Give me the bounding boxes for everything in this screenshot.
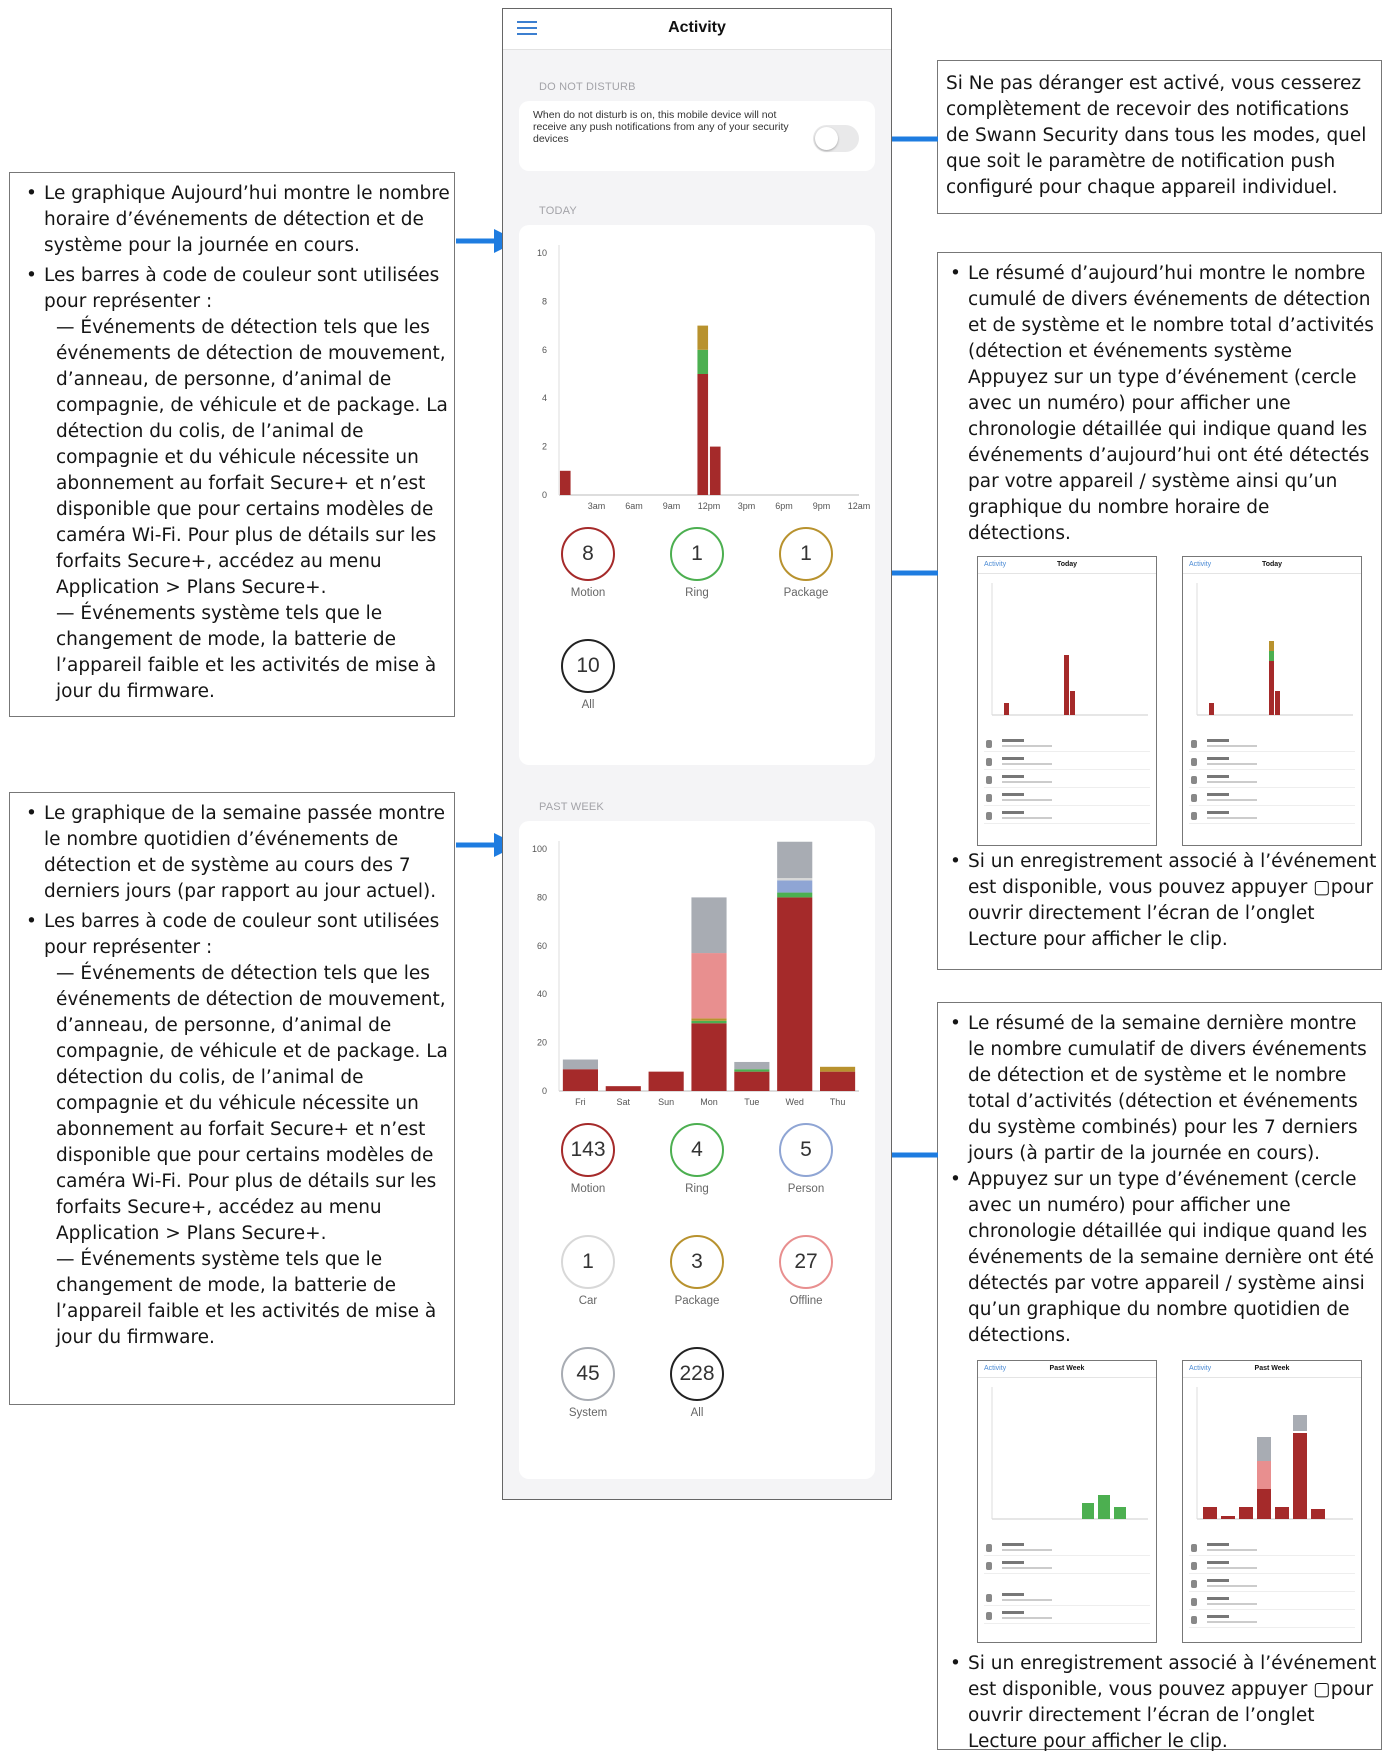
y-tick-label: 2 — [541, 441, 547, 452]
bar-system-fri — [563, 1060, 598, 1070]
today-section-label: TODAY — [539, 205, 577, 217]
summary-label: Package — [783, 587, 829, 599]
today-chart — [519, 225, 875, 515]
bar-motion-11am — [697, 374, 708, 495]
dnd-section-label: DO NOT DISTURB — [539, 81, 636, 93]
x-tick-label: 9am — [662, 501, 681, 511]
summary-label: Motion — [570, 587, 606, 599]
bar-person-wed — [777, 880, 812, 892]
x-tick-label: 9pm — [812, 501, 831, 511]
bar-system-tue — [734, 1062, 769, 1069]
bar-motion-12pm — [710, 447, 721, 495]
y-tick-label: 40 — [536, 989, 547, 1000]
summary-label: Ring — [685, 587, 709, 599]
bar-ring-tue — [734, 1069, 769, 1071]
x-tick-label: 6am — [625, 501, 643, 511]
summary-label: Offline — [789, 1295, 823, 1307]
dnd-description: When do not disturb is on, this mobile device will not receive any push notifications from any of your security devices — [533, 109, 789, 145]
bar-motion-wed — [777, 897, 812, 1091]
dnd-toggle[interactable] — [813, 125, 859, 152]
y-tick-label: 0 — [541, 1086, 547, 1096]
y-tick-label: 8 — [541, 296, 547, 307]
callout-dnd: Si Ne pas déranger est activé, vous cesserez complètement de recevoir des notifications de Swann Security dans tous les modes, quel que soit le paramètre de notification push configuré pour chaque appareil individuel. — [937, 60, 1382, 214]
week-section-label: PAST WEEK — [539, 801, 604, 813]
summary-label: All — [690, 1407, 704, 1419]
week-chart — [519, 821, 875, 1111]
summary-count-circle: 5 — [779, 1123, 833, 1177]
bar-ring-wed — [777, 893, 812, 898]
y-tick-label: 4 — [541, 393, 547, 404]
x-tick-label: 3pm — [737, 501, 756, 511]
summary-label: Package — [674, 1295, 720, 1307]
summary-ring-button[interactable] — [652, 1123, 742, 1195]
summary-count-circle: 4 — [670, 1123, 724, 1177]
summary-count-circle: 1 — [670, 527, 724, 581]
callout-today-summary-p2: • Si un enregistrement associé à l’événement est disponible, vous pouvez appuyer ▢pour ouvrir directement l’écran de l’onglet Lecture pour afficher le clip. — [942, 849, 1377, 953]
summary-motion-button[interactable] — [543, 1123, 633, 1195]
bar-car-wed — [777, 878, 812, 880]
x-tick-label: Mon — [700, 1097, 718, 1107]
summary-all-button[interactable] — [543, 639, 633, 711]
mini-chart — [1183, 573, 1362, 733]
summary-count-circle: 1 — [561, 1235, 615, 1289]
summary-count-circle: 3 — [670, 1235, 724, 1289]
summary-count-circle: 143 — [561, 1123, 615, 1177]
summary-package-button[interactable] — [652, 1235, 742, 1307]
summary-label: System — [568, 1407, 608, 1419]
summary-count-circle: 27 — [779, 1235, 833, 1289]
summary-label: Motion — [570, 1183, 606, 1195]
summary-car-button[interactable] — [543, 1235, 633, 1307]
summary-count-circle: 45 — [561, 1347, 615, 1401]
y-tick-label: 100 — [531, 844, 547, 854]
week-card — [519, 821, 875, 1479]
mini-screen-week-2 — [1182, 1360, 1362, 1643]
bar-motion-mon — [691, 1023, 726, 1091]
page-title: Activity — [668, 19, 726, 36]
callout-week-chart-p1: • Le graphique de la semaine passée montre le nombre quotidien d’événements de détection et de système au cours des 7 derniers jours (par rapport au jour actuel). — [18, 801, 450, 905]
today-chart-svg — [519, 225, 875, 515]
bar-system-wed — [777, 842, 812, 878]
mini-header: Activity Today — [1183, 557, 1361, 574]
mini-header: Activity Past Week — [978, 1361, 1156, 1378]
mini-chart — [978, 573, 1157, 733]
mini-header: Activity Today — [978, 557, 1156, 574]
bar-package-11am — [697, 326, 708, 350]
summary-system-button[interactable] — [543, 1347, 633, 1419]
mini-chart — [1183, 1377, 1362, 1537]
callout-week-summary-p1: • Le résumé de la semaine dernière montre le nombre cumulatif de divers événements de détection et de système et le nombre total d’activités (détection et événements du système combinés) pour les 7 derniers jours (à partir de la journée en cours). — [942, 1011, 1377, 1167]
summary-count-circle: 228 — [670, 1347, 724, 1401]
top-bar — [503, 9, 891, 50]
bar-offline-mon — [691, 953, 726, 1018]
summary-package-button[interactable] — [761, 527, 851, 599]
callout-week-summary-p3: • Si un enregistrement associé à l’événement est disponible, vous pouvez appuyer ▢pour ouvrir directement l’écran de l’onglet Lecture pour afficher le clip. — [942, 1651, 1377, 1755]
callout-week-chart-p2: • Les barres à code de couleur sont utilisées pour représenter : — Événements de détection tels que les événements de détection de mouvement, d’anneau, de personne, d’animal de compagnie, de véhicule et de package. La détection du colis, de l’animal de compagnie et du véhicule nécessite un abonnement au forfait Secure+ et n’est disponible que pour certains modèles de caméra Wi-Fi. Pour plus de détails sur les forfaits Secure+, accédez au menu Application > Plans Secure+. — Événements système tels que le changement de mode, la batterie de l’appareil faible et les activités de mise à jour du firmware. — [18, 909, 450, 1351]
y-tick-label: 6 — [541, 344, 547, 355]
y-tick-label: 80 — [536, 892, 547, 903]
mini-chart — [978, 1377, 1157, 1537]
bar-system-mon — [691, 897, 726, 953]
bar-ring-11am — [697, 350, 708, 374]
summary-offline-button[interactable] — [761, 1235, 851, 1307]
x-tick-label: 12am — [847, 501, 871, 511]
bar-package-mon — [691, 1018, 726, 1020]
summary-label: Ring — [685, 1183, 709, 1195]
today-card — [519, 225, 875, 765]
y-tick-label: 0 — [541, 490, 547, 500]
callout-week-summary-p2: • Appuyez sur un type d’événement (cercle avec un numéro) pour afficher une chronologie détaillée qui indique quand les événements de la semaine dernière ont été détectés par votre appareil / système ainsi qu’un graphique du nombre quotidien de détections. — [942, 1167, 1377, 1349]
x-tick-label: Tue — [744, 1097, 760, 1107]
week-chart-svg — [519, 821, 875, 1111]
callout-today-chart-p2: • Les barres à code de couleur sont utilisées pour représenter : — Événements de détection tels que les événements de détection de mouvement, d’anneau, de personne, d’animal de compagnie, de véhicule et de package. La détection du colis, de l’animal de compagnie et du véhicule nécessite un abonnement au forfait Secure+ et n’est disponible que pour certains modèles de caméra Wi-Fi. Pour plus de détails sur les forfaits Secure+, accédez au menu Application > Plans Secure+. — Événements système tels que le changement de mode, la batterie de l’appareil faible et les activités de mise à jour du firmware. — [18, 263, 450, 705]
mini-screen-today-1 — [977, 556, 1157, 846]
toggle-knob — [815, 127, 838, 150]
callout-today-chart — [9, 172, 455, 717]
bar-motion-sun — [649, 1072, 684, 1091]
summary-count-circle: 1 — [779, 527, 833, 581]
x-tick-label: 6pm — [775, 501, 793, 511]
bar-motion-12am — [560, 471, 571, 495]
callout-today-chart-p1: • Le graphique Aujourd’hui montre le nombre horaire d’événements de détection et de système pour la journée en cours. — [18, 181, 450, 259]
bar-package-thu — [820, 1067, 855, 1072]
summary-label: All — [581, 699, 595, 711]
x-tick-label: Sun — [658, 1097, 675, 1107]
bar-motion-fri — [563, 1069, 598, 1091]
summary-motion-button[interactable] — [543, 527, 633, 599]
x-tick-label: 3am — [587, 501, 606, 511]
summary-count-circle: 10 — [561, 639, 615, 693]
bar-ring-mon — [691, 1021, 726, 1023]
summary-label: Car — [578, 1295, 598, 1307]
bar-motion-sat — [606, 1086, 641, 1091]
phone-screen — [502, 8, 892, 1500]
summary-ring-button[interactable] — [652, 527, 742, 599]
x-tick-label: 12pm — [697, 501, 721, 511]
summary-label: Person — [787, 1183, 825, 1195]
y-tick-label: 60 — [536, 940, 547, 951]
dnd-card — [519, 101, 875, 171]
x-tick-label: Thu — [829, 1097, 846, 1107]
x-tick-label: Sat — [616, 1097, 631, 1107]
mini-screen-week-1 — [977, 1360, 1157, 1643]
x-tick-label: Wed — [785, 1097, 804, 1107]
y-tick-label: 20 — [536, 1037, 547, 1048]
summary-count-circle: 8 — [561, 527, 615, 581]
callout-week-chart — [9, 792, 455, 1405]
bar-motion-thu — [820, 1072, 855, 1091]
callout-today-summary-p1: • Le résumé d’aujourd’hui montre le nombre cumulé de divers événements de détection et de système et le nombre total d’activités (détection et événements système Appuyez sur un type d’événement (cercle avec un numéro) pour afficher une chronologie détaillée qui indique quand les événements d’aujourd’hui ont été détectés par votre appareil / système ainsi qu’un graphique du nombre horaire de détections. — [942, 261, 1377, 547]
bar-motion-tue — [734, 1072, 769, 1091]
mini-header: Activity Past Week — [1183, 1361, 1361, 1378]
x-tick-label: Fri — [575, 1097, 586, 1107]
mini-screen-today-2 — [1182, 556, 1362, 846]
summary-person-button[interactable] — [761, 1123, 851, 1195]
summary-all-button[interactable] — [652, 1347, 742, 1419]
y-tick-label: 10 — [536, 248, 547, 258]
